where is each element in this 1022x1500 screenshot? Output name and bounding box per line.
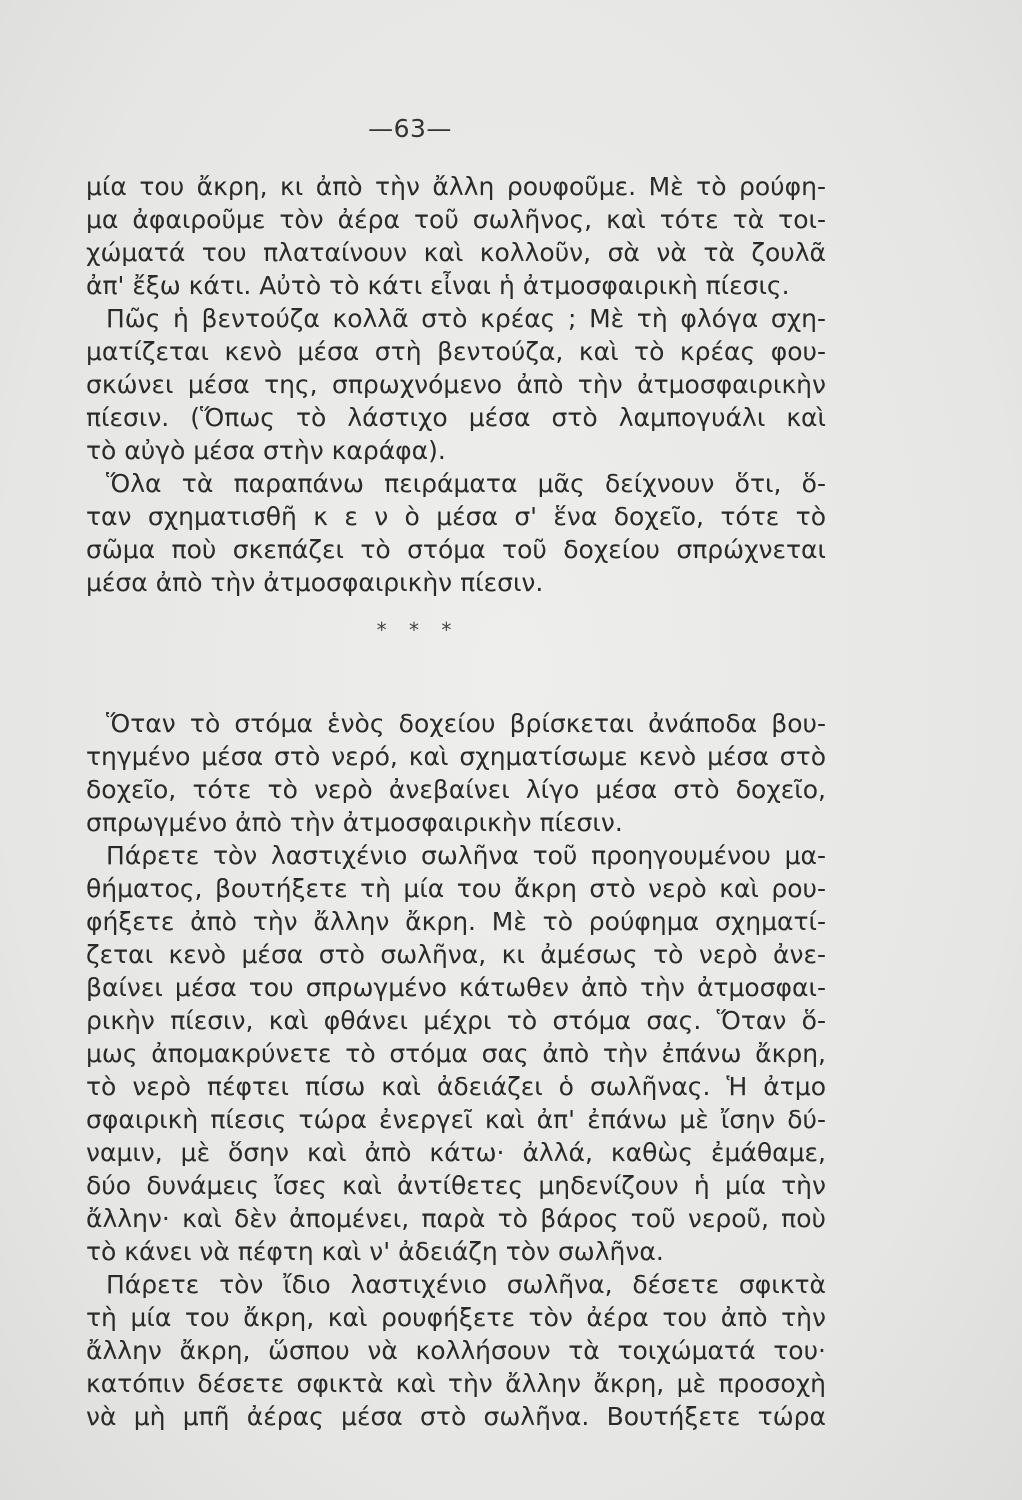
text-line: φήξετε ἀπὸ τὴν ἄλλην ἄκρη. Μὲ τὸ ρούφημα σχηματί-	[86, 907, 826, 936]
text-line: μέσα ἀπὸ τὴν ἀτμοσφαιρικὴν πίεσιν.	[86, 568, 544, 597]
text-line: πίεσιν. (Ὅπως τὸ λάστιχο μέσα στὸ λαμπογυάλι καὶ	[86, 403, 826, 432]
text-line: Πῶς ἡ βεντούζα κολλᾶ στὸ κρέας ; Μὲ τὴ φλόγα σχη-	[106, 304, 826, 333]
paragraph	[86, 707, 826, 839]
paragraph	[86, 302, 826, 467]
text-line: τηγμένο μέσα στὸ νερό, καὶ σχηματίσωμε κενὸ μέσα στὸ	[86, 742, 826, 771]
paragraph	[86, 839, 826, 1268]
text-line: Πάρετε τὸν λαστιχένιο σωλῆνα τοῦ προηγουμένου μα-	[106, 841, 826, 870]
text-line: Ὅλα τὰ παραπάνω πειράματα μᾶς δείχνουν ὅτι, ὅ-	[106, 469, 826, 498]
text-line: ματίζεται κενὸ μέσα στὴ βεντούζα, καὶ τὸ κρέας φου-	[86, 337, 826, 366]
text-line: δύο δυνάμεις ἴσες καὶ ἀντίθετες μηδενίζουν ἡ μία τὴν	[86, 1171, 826, 1200]
text-section-2	[86, 707, 826, 1433]
text-line: ἀπ' ἔξω κάτι. Αὐτὸ τὸ κάτι εἶναι ἡ ἀτμοσφαιρικὴ πίεσις.	[86, 271, 790, 300]
text-line: τὸ κάνει νὰ πέφτη καὶ ν' ἀδειάζη τὸν σωλῆνα.	[86, 1237, 664, 1266]
text-line: μία του ἄκρη, κι ἀπὸ τὴν ἄλλη ρουφοῦμε. Μὲ τὸ ρούφη-	[86, 172, 826, 201]
text-line: σκώνει μέσα της, σπρωχνόμενο ἀπὸ τὴν ἀτμοσφαιρικὴν	[86, 370, 826, 399]
text-section-1	[86, 170, 826, 599]
text-line: θήματος, βουτήξετε τὴ μία του ἄκρη στὸ νερὸ καὶ ρου-	[86, 874, 826, 903]
text-line: ζεται κενὸ μέσα στὸ σωλῆνα, κι ἀμέσως τὸ νερὸ ἀνε-	[86, 940, 826, 969]
text-line: κατόπιν δέσετε σφικτὰ καὶ τὴν ἄλλην ἄκρη, μὲ προσοχὴ	[86, 1369, 826, 1398]
paragraph	[86, 467, 826, 599]
text-line: ρικὴν πίεσιν, καὶ φθάνει μέχρι τὸ στόμα σας. Ὅταν ὅ-	[86, 1006, 826, 1035]
text-line: μως ἀπομακρύνετε τὸ στόμα σας ἀπὸ τὴν ἐπάνω ἄκρη,	[86, 1039, 826, 1068]
text-line: δοχεῖο, τότε τὸ νερὸ ἀνεβαίνει λίγο μέσα στὸ δοχεῖο,	[86, 775, 826, 804]
text-line: νὰ μὴ μπῆ ἀέρας μέσα στὸ σωλῆνα. Βουτήξετε τώρα	[86, 1402, 826, 1431]
text-line: σῶμα ποὺ σκεπάζει τὸ στόμα τοῦ δοχείου σπρώχνεται	[86, 535, 826, 564]
text-line: χώματά του πλαταίνουν καὶ κολλοῦν, σὰ νὰ τὰ ζουλᾶ	[86, 238, 826, 267]
text-line: σφαιρικὴ πίεσις τώρα ἐνεργεῖ καὶ ἀπ' ἐπάνω μὲ ἴσην δύ-	[86, 1105, 826, 1134]
text-line: τὸ νερὸ πέφτει πίσω καὶ ἀδειάζει ὁ σωλῆνας. Ἡ ἀτμο	[86, 1072, 826, 1101]
text-line: ναμιν, μὲ ὅσην καὶ ἀπὸ κάτω· ἀλλά, καθὼς ἐμάθαμε,	[86, 1138, 826, 1167]
text-line: σπρωγμένο ἀπὸ τὴν ἀτμοσφαιρικὴν πίεσιν.	[86, 808, 623, 837]
section-separator: * * *	[376, 618, 460, 642]
text-line: ἄλλην ἄκρη, ὥσπου νὰ κολλήσουν τὰ τοιχώματά του·	[86, 1336, 826, 1365]
text-line: ἄλλην· καὶ δὲν ἀπομένει, παρὰ τὸ βάρος τοῦ νεροῦ, ποὺ	[86, 1204, 826, 1233]
paragraph	[86, 170, 826, 302]
page-number: —63—	[368, 114, 452, 143]
text-line: τὸ αὐγὸ μέσα στὴν καράφα).	[86, 436, 446, 465]
text-line: Ὅταν τὸ στόμα ἑνὸς δοχείου βρίσκεται ἀνάποδα βου-	[106, 709, 826, 738]
text-line: ταν σχηματισθῆ κ ε ν ὸ μέσα σ' ἕνα δοχεῖο, τότε τὸ	[86, 502, 826, 531]
text-line: βαίνει μέσα του σπρωγμένο κάτωθεν ἀπὸ τὴν ἀτμοσφαι-	[86, 973, 826, 1002]
text-line: τὴ μία του ἄκρη, καὶ ρουφήξετε τὸν ἀέρα του ἀπὸ τὴν	[86, 1303, 826, 1332]
text-line: Πάρετε τὸν ἴδιο λαστιχένιο σωλῆνα, δέσετε σφικτὰ	[106, 1270, 826, 1299]
paragraph	[86, 1268, 826, 1433]
text-line: μα ἀφαιροῦμε τὸν ἀέρα τοῦ σωλῆνος, καὶ τότε τὰ τοι-	[86, 205, 826, 234]
